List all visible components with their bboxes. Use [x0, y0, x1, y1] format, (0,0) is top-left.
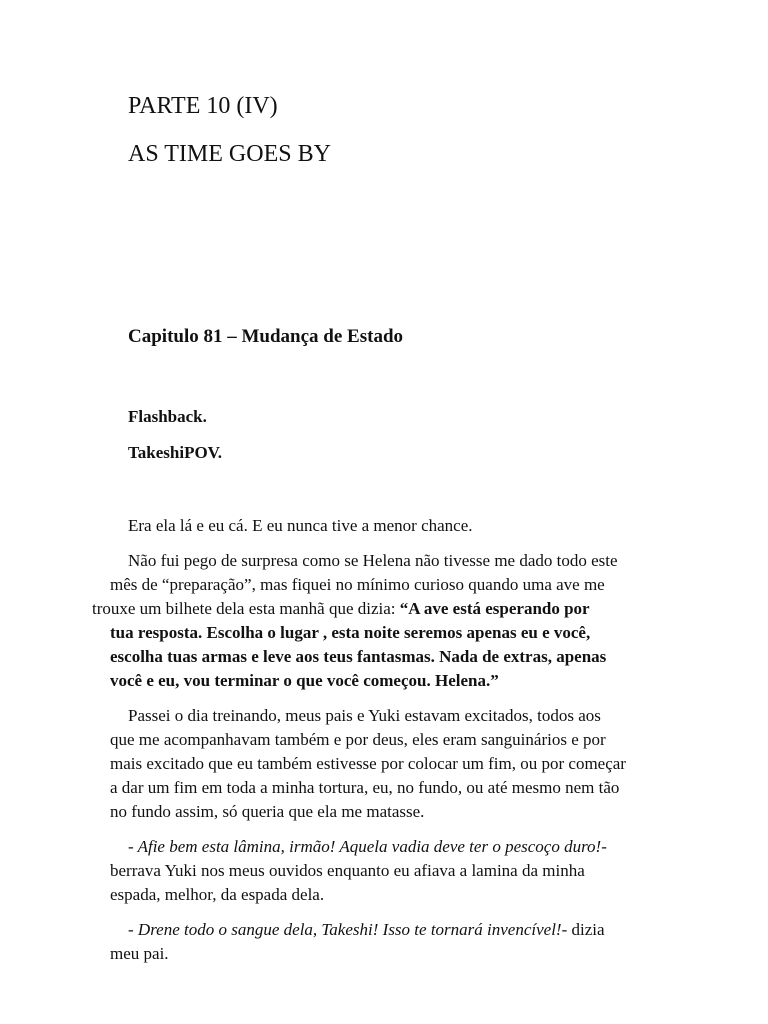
letter-quote: tua resposta. Escolha o lugar , esta noite seremos apenas eu e você,	[110, 623, 591, 642]
paragraph-4	[110, 835, 670, 907]
body-text	[92, 514, 670, 966]
p4-line: berrava Yuki nos meus ouvidos enquanto eu afiava a lamina da minha	[110, 861, 585, 880]
pov-marker: TakeshiPOV.	[128, 443, 223, 462]
p3-line: a dar um fim em toda a minha tortura, eu, no fundo, ou até mesmo nem tão	[110, 778, 620, 797]
p2-line: Não fui pego de surpresa como se Helena não tivesse me dado todo este	[128, 551, 618, 570]
letter-quote: “A ave está esperando por	[399, 599, 590, 618]
paragraph-5	[110, 918, 670, 966]
chapter-title: Capitulo 81 – Mudança de Estado	[128, 326, 404, 347]
p3-line: mais excitado que eu também estivesse por colocar um fim, ou por começar	[110, 754, 626, 773]
paragraph-1-text: Era ela lá e eu cá. E eu nunca tive a menor chance.	[128, 516, 473, 535]
dialogue-line: - Drene todo o sangue dela, Takeshi! Isso te tornará invencível!	[128, 920, 562, 939]
p4-line: espada, melhor, da espada dela.	[110, 885, 325, 904]
paragraph-1	[110, 514, 670, 538]
letter-quote: escolha tuas armas e leve aos teus fantasmas. Nada de extras, apenas	[110, 647, 607, 666]
part-heading: PARTE 10 (IV)	[128, 93, 278, 119]
dialogue-tag: - dizia	[561, 920, 605, 939]
p2-line: mês de “preparação”, mas fiquei no mínimo curioso quando uma ave me	[110, 575, 605, 594]
p5-line: meu pai.	[110, 944, 169, 963]
dialogue-line: - Afie bem esta lâmina, irmão! Aquela vadia deve ter o pescoço duro!	[128, 837, 602, 856]
p3-line: Passei o dia treinando, meus pais e Yuki estavam excitados, todos aos	[128, 706, 601, 725]
letter-quote: você e eu, vou terminar o que você começou. Helena.”	[110, 671, 499, 690]
p3-line: no fundo assim, só queria que ela me matasse.	[110, 802, 425, 821]
flashback-marker: Flashback.	[128, 407, 207, 426]
paragraph-2	[92, 549, 670, 693]
dialogue-dash: -	[601, 837, 607, 856]
p2-line: trouxe um bilhete dela esta manhã que dizia:	[92, 599, 400, 618]
paragraph-3	[110, 704, 670, 824]
book-subtitle: AS TIME GOES BY	[128, 141, 331, 167]
p3-line: que me acompanhavam também e por deus, eles eram sanguinários e por	[110, 730, 606, 749]
